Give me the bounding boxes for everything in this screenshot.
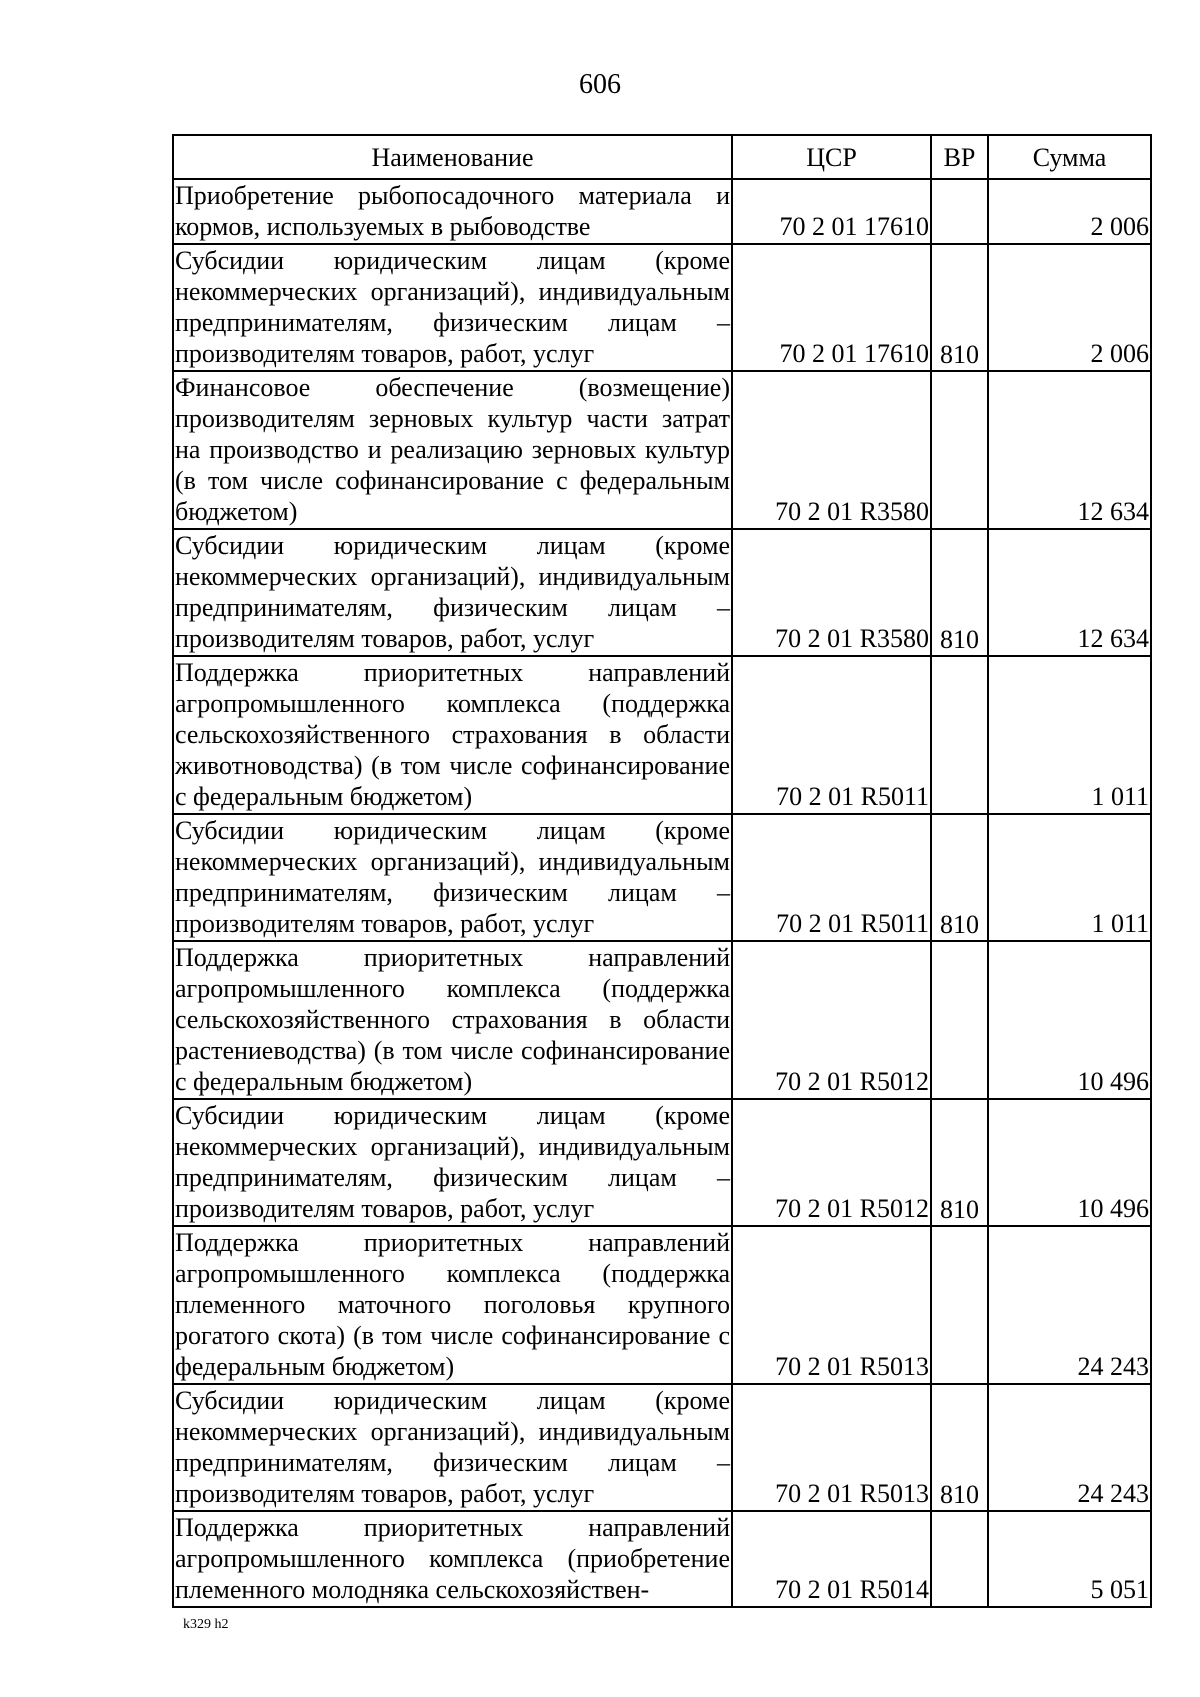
- table-row: [173, 1511, 1151, 1607]
- table-row: [173, 244, 1151, 371]
- row-vr: [931, 1226, 988, 1384]
- row-csr: 70 2 01 R5013: [732, 1384, 931, 1511]
- header-csr: ЦСР: [732, 135, 931, 179]
- page-number: 606: [579, 69, 621, 100]
- row-csr: 70 2 01 17610: [732, 179, 931, 244]
- table-row: [173, 1384, 1151, 1511]
- row-sum: 24 243: [988, 1226, 1151, 1384]
- row-vr: 810: [931, 1099, 988, 1226]
- row-name: Поддержка приоритетных направлений агропромышленного комплекса (приобретение племенного молодняка сельскохозяйствен-: [173, 1511, 732, 1607]
- table-row: [173, 1099, 1151, 1226]
- header-vr: ВР: [931, 135, 988, 179]
- table-row: [173, 529, 1151, 656]
- table-row: [173, 179, 1151, 244]
- row-name: Финансовое обеспечение (возмещение) производителям зерновых культур части затрат на производство и реализацию зерновых культур (в том числе софинансирование с федеральным бюджетом): [173, 371, 732, 529]
- row-name: Субсидии юридическим лицам (кроме некоммерческих организаций), индивидуальным предпринимателям, физическим лицам – производителям товаров, работ, услуг: [173, 814, 732, 941]
- header-name: Наименование: [173, 135, 732, 179]
- table-row: [173, 941, 1151, 1099]
- row-sum: 12 634: [988, 529, 1151, 656]
- row-sum: 1 011: [988, 656, 1151, 814]
- row-csr: 70 2 01 R3580: [732, 529, 931, 656]
- row-csr: 70 2 01 R5011: [732, 656, 931, 814]
- row-csr: 70 2 01 R5011: [732, 814, 931, 941]
- row-sum: 10 496: [988, 941, 1151, 1099]
- row-name: Субсидии юридическим лицам (кроме некоммерческих организаций), индивидуальным предпринимателям, физическим лицам – производителям товаров, работ, услуг: [173, 244, 732, 371]
- row-name: Приобретение рыбопосадочного материала и кормов, используемых в рыбоводстве: [173, 179, 732, 244]
- document-code: k329 h2: [183, 1617, 229, 1632]
- row-name: Поддержка приоритетных направлений агропромышленного комплекса (поддержка сельскохозяйственного страхования в области растениеводства) (в том числе софинансирование с федеральным бюджетом): [173, 941, 732, 1099]
- row-vr: [931, 179, 988, 244]
- row-sum: 2 006: [988, 179, 1151, 244]
- row-csr: 70 2 01 R3580: [732, 371, 931, 529]
- table-row: [173, 371, 1151, 529]
- row-vr: [931, 656, 988, 814]
- row-sum: 5 051: [988, 1511, 1151, 1607]
- row-sum: 10 496: [988, 1099, 1151, 1226]
- row-name: Поддержка приоритетных направлений агропромышленного комплекса (поддержка племенного маточного поголовья крупного рогатого скота) (в том числе софинансирование с федеральным бюджетом): [173, 1226, 732, 1384]
- row-csr: 70 2 01 R5012: [732, 941, 931, 1099]
- table-row: [173, 814, 1151, 941]
- row-name: Субсидии юридическим лицам (кроме некоммерческих организаций), индивидуальным предпринимателям, физическим лицам – производителям товаров, работ, услуг: [173, 529, 732, 656]
- row-name: Субсидии юридическим лицам (кроме некоммерческих организаций), индивидуальным предпринимателям, физическим лицам – производителям товаров, работ, услуг: [173, 1384, 732, 1511]
- row-vr: [931, 1511, 988, 1607]
- row-sum: 2 006: [988, 244, 1151, 371]
- row-name: Поддержка приоритетных направлений агропромышленного комплекса (поддержка сельскохозяйственного страхования в области животноводства) (в том числе софинансирование с федеральным бюджетом): [173, 656, 732, 814]
- row-vr: [931, 371, 988, 529]
- row-vr: 810: [931, 814, 988, 941]
- row-csr: 70 2 01 R5012: [732, 1099, 931, 1226]
- header-sum: Сумма: [988, 135, 1151, 179]
- row-sum: 12 634: [988, 371, 1151, 529]
- budget-table: [172, 134, 1152, 1608]
- row-vr: 810: [931, 1384, 988, 1511]
- row-csr: 70 2 01 17610: [732, 244, 931, 371]
- table-row: [173, 656, 1151, 814]
- row-csr: 70 2 01 R5014: [732, 1511, 931, 1607]
- row-sum: 24 243: [988, 1384, 1151, 1511]
- row-csr: 70 2 01 R5013: [732, 1226, 931, 1384]
- row-vr: 810: [931, 244, 988, 371]
- table-row: [173, 1226, 1151, 1384]
- row-vr: [931, 941, 988, 1099]
- table-header-row: [173, 135, 1151, 179]
- row-vr: 810: [931, 529, 988, 656]
- row-name: Субсидии юридическим лицам (кроме некоммерческих организаций), индивидуальным предпринимателям, физическим лицам – производителям товаров, работ, услуг: [173, 1099, 732, 1226]
- row-sum: 1 011: [988, 814, 1151, 941]
